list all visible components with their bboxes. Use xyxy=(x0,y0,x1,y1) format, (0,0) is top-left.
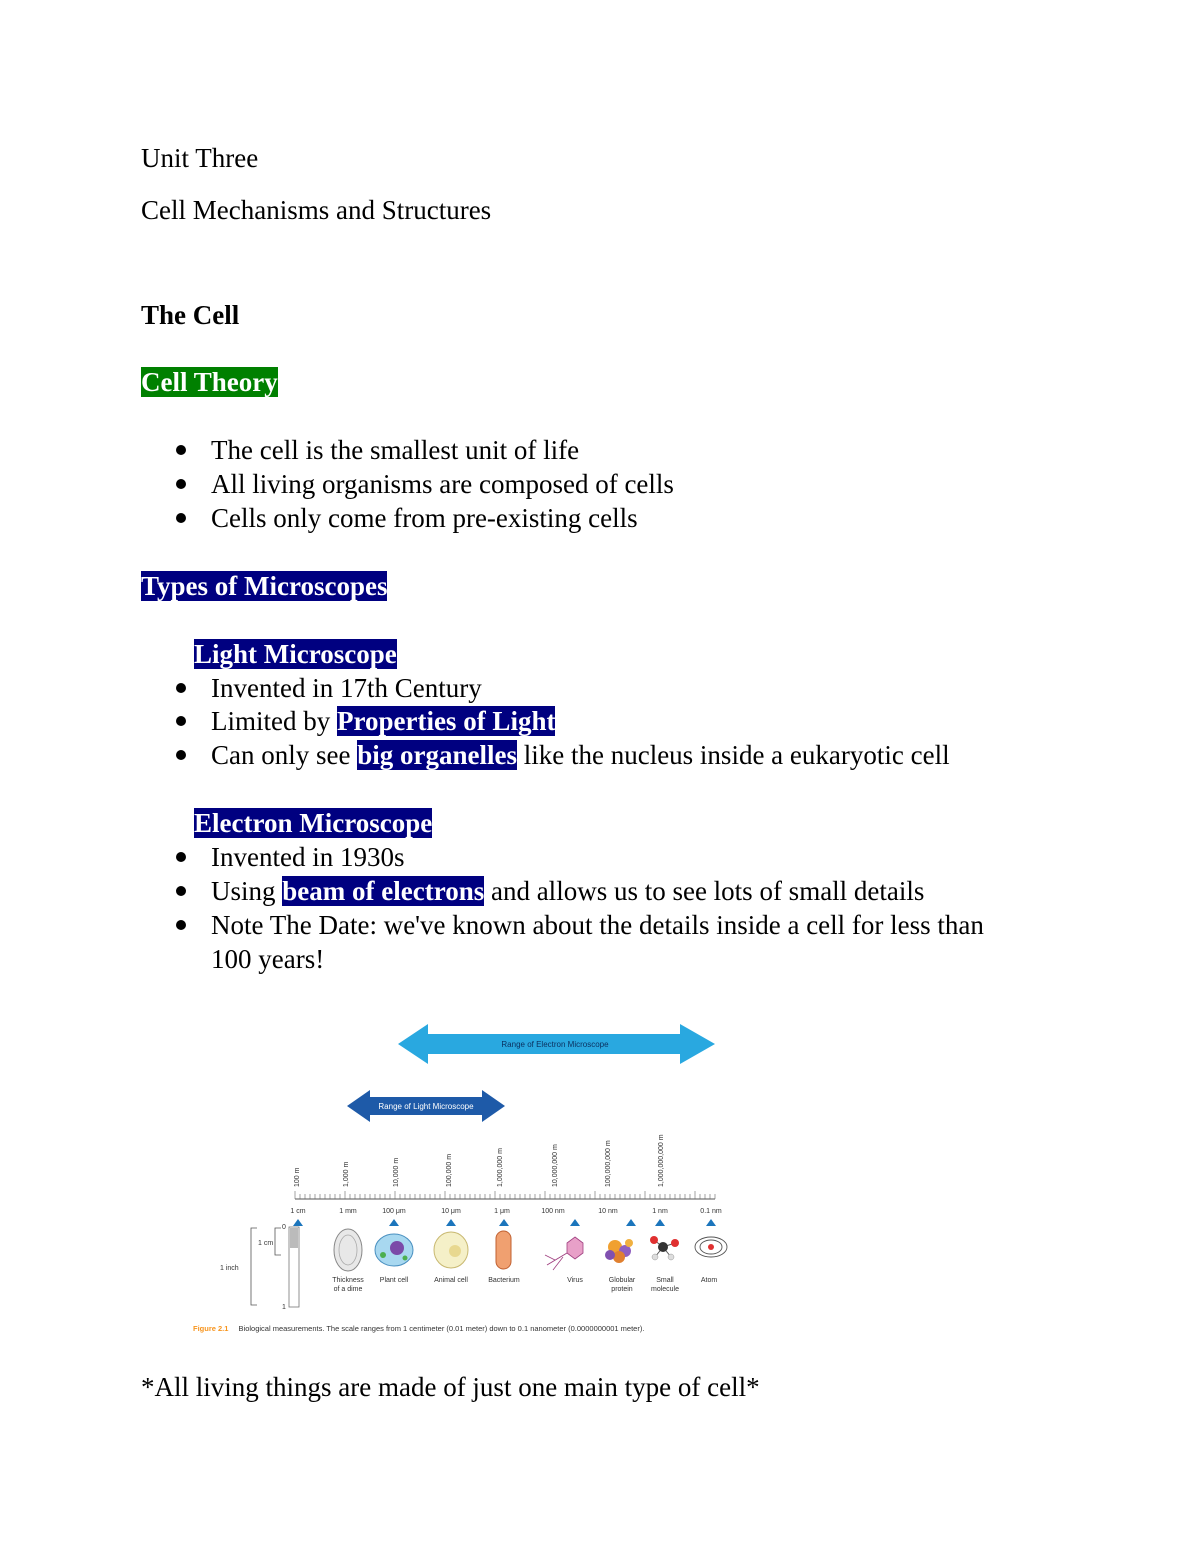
atom-icon xyxy=(695,1237,727,1257)
scale-bottom-label: 100 nm xyxy=(541,1208,565,1215)
scale-top-label: 10,000,000 m xyxy=(552,1144,559,1187)
scale-bottom-label: 0.1 nm xyxy=(700,1208,722,1215)
bullet-text-suffix: and allows us to see lots of small details xyxy=(484,876,925,906)
electron-microscope-heading xyxy=(194,806,432,840)
electron-microscope-highlight: Electron Microscope xyxy=(194,808,433,838)
item-label: Atom xyxy=(700,1277,718,1284)
cell-theory-heading xyxy=(141,365,278,399)
item-label: Virus xyxy=(567,1277,583,1284)
scale-ticks xyxy=(295,1191,715,1199)
ruler-zero-label: 0 xyxy=(282,1224,286,1231)
bullet-text: Invented in 1930s xyxy=(211,842,405,872)
scale-marker xyxy=(446,1219,456,1226)
figure-caption xyxy=(193,1324,644,1333)
bullet-text xyxy=(211,738,950,772)
item-label-line: protein xyxy=(611,1286,633,1293)
item-label: Bacterium xyxy=(488,1277,520,1284)
bullet-icon xyxy=(176,683,186,693)
scale-top-label: 1,000,000,000 m xyxy=(658,1134,665,1187)
scale-top-label: 100,000,000 m xyxy=(605,1140,612,1187)
bullet-text-prefix: Using xyxy=(211,876,283,906)
item-label xyxy=(332,1277,364,1293)
figure-caption-label: Figure 2.1 xyxy=(193,1324,229,1333)
item-label: Plant cell xyxy=(379,1277,409,1284)
microscopes-highlight: Types of Microscopes xyxy=(141,571,388,601)
bullet-text: All living organisms are composed of cells xyxy=(211,469,674,499)
inch-bracket xyxy=(251,1228,257,1305)
item-label-line: Small xyxy=(656,1277,674,1284)
ruler-one-label: 1 xyxy=(282,1304,286,1311)
globular-protein-icon xyxy=(605,1239,633,1263)
scale-marker xyxy=(626,1219,636,1226)
plant-cell-icon xyxy=(375,1234,413,1266)
bullet-text xyxy=(211,704,555,738)
bullet-icon xyxy=(176,513,186,523)
item-label xyxy=(609,1277,636,1293)
scale-bottom-label: 10 μm xyxy=(441,1208,461,1215)
bullet-text xyxy=(211,874,924,908)
dime-icon xyxy=(334,1229,362,1271)
microscope-range-figure xyxy=(185,1015,745,1345)
bullet-icon xyxy=(176,886,186,896)
scale-bottom-label: 1 nm xyxy=(652,1208,668,1215)
bullet-icon xyxy=(176,750,186,760)
properties-of-light-highlight: Properties of Light xyxy=(336,706,556,736)
scale-top-label: 1,000 m xyxy=(343,1161,350,1187)
scale-marker xyxy=(655,1219,665,1226)
bullet-icon xyxy=(176,716,186,726)
scale-top-label: 100,000 m xyxy=(446,1153,453,1187)
unit-subtitle: Cell Mechanisms and Structures xyxy=(141,195,492,225)
bullet-text-prefix: Limited by xyxy=(211,706,337,736)
ruler-cm-label: 1 cm xyxy=(258,1240,274,1247)
item-label-line: of a dime xyxy=(333,1286,363,1293)
scale-bottom-label: 10 nm xyxy=(598,1208,618,1215)
bacterium-icon xyxy=(496,1231,511,1269)
bullet-icon xyxy=(176,479,186,489)
bullet-icon xyxy=(176,852,186,862)
light-range-label: Range of Light Microscope xyxy=(378,1102,474,1111)
cell-theory-highlight: Cell Theory xyxy=(141,367,278,397)
scale-marker xyxy=(570,1219,580,1226)
big-organelles-highlight: big organelles xyxy=(357,740,517,770)
item-label-line: Globular xyxy=(608,1277,636,1284)
unit-title: Unit Three xyxy=(141,143,259,173)
virus-icon xyxy=(545,1237,583,1270)
scale-markers xyxy=(293,1219,716,1226)
footer-note: *All living things are made of just one main type of cell* xyxy=(141,1372,760,1402)
electron-range-label: Range of Electron Microscope xyxy=(501,1040,609,1049)
bullet-text: Note The Date: we've known about the details inside a cell for less than xyxy=(211,910,984,940)
bullet-text: 100 years! xyxy=(211,944,325,974)
scale-marker xyxy=(293,1219,303,1226)
bullet-icon xyxy=(176,445,186,455)
bullet-text: Invented in 17th Century xyxy=(211,673,482,703)
scale-marker xyxy=(706,1219,716,1226)
item-label-line: Thickness xyxy=(332,1277,364,1284)
bullet-text-suffix: like the nucleus inside a eukaryotic cell xyxy=(516,740,950,770)
animal-cell-icon xyxy=(434,1232,468,1268)
figure-caption-text: Biological measurements. The scale ranges from 1 centimeter (0.01 meter) down to 0.1 nanometer (0.0000000001 meter). xyxy=(238,1324,645,1333)
scale-bottom-label: 100 μm xyxy=(382,1208,406,1215)
scale-bottom-label: 1 cm xyxy=(290,1208,306,1215)
item-label xyxy=(651,1277,679,1293)
bullet-text: Cells only come from pre-existing cells xyxy=(211,503,638,533)
scale-bottom-label: 1 μm xyxy=(494,1208,510,1215)
ruler-cm-fill xyxy=(290,1228,298,1248)
bullet-text: The cell is the smallest unit of life xyxy=(211,435,580,465)
cm-bracket xyxy=(275,1228,281,1255)
section-title: The Cell xyxy=(141,300,240,330)
microscopes-heading xyxy=(141,569,387,603)
scale-top-label: 100 m xyxy=(294,1167,301,1187)
bullet-text-prefix: Can only see xyxy=(211,740,358,770)
scale-marker xyxy=(499,1219,509,1226)
light-microscope-highlight: Light Microscope xyxy=(194,639,397,669)
bullet-icon xyxy=(176,920,186,930)
light-microscope-heading xyxy=(194,637,397,671)
ruler-inch-label: 1 inch xyxy=(220,1265,239,1272)
scale-bottom-label: 1 mm xyxy=(339,1208,357,1215)
small-molecule-icon xyxy=(650,1236,679,1260)
item-label: Animal cell xyxy=(434,1277,468,1284)
scale-marker xyxy=(389,1219,399,1226)
scale-top-label: 1,000,000 m xyxy=(497,1148,504,1187)
beam-of-electrons-highlight: beam of electrons xyxy=(282,876,485,906)
scale-top-label: 10,000 m xyxy=(393,1157,400,1187)
item-label-line: molecule xyxy=(650,1286,680,1293)
